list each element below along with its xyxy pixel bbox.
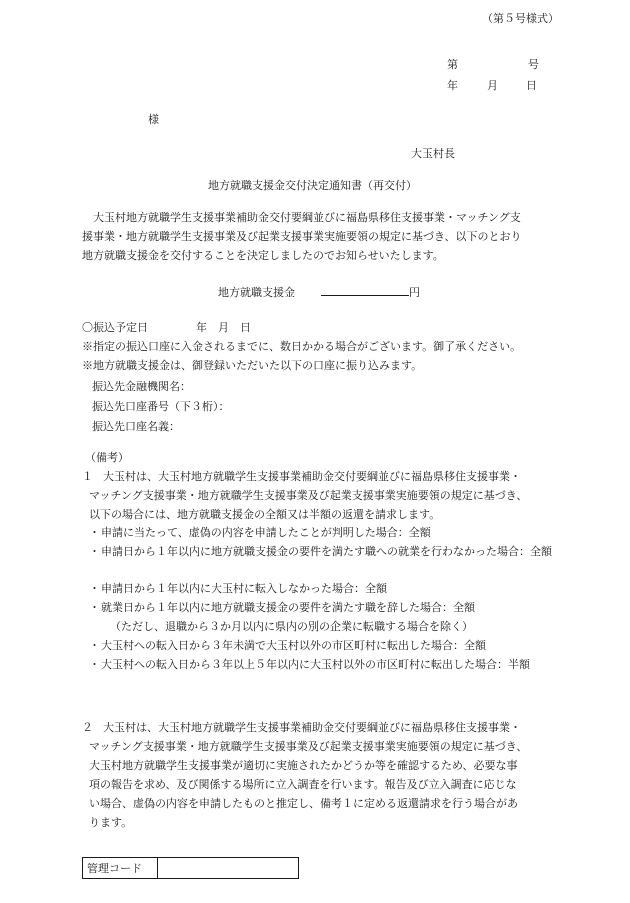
- bullet-mark: ・: [89, 639, 100, 652]
- remark-bullet-text: 就業日から１年以内に地方就職支援金の要件を満たす職を辞した場合：全額: [101, 601, 475, 614]
- date-day: 日: [526, 79, 537, 92]
- remark-bullet: [89, 636, 559, 656]
- document-title: 地方就職支援金交付決定通知書（再交付）: [208, 179, 417, 192]
- remark-sub-note: （ただし、退職から３か月以内に県内の別の企業に転職する場合を除く）: [110, 620, 473, 633]
- remarks-item2-line-2: マッチング支援事業・地方就職学生支援事業及び起業支援事業実施要領の規定に基づき、: [89, 740, 528, 753]
- bullet-mark: ・: [89, 526, 100, 539]
- intro-line-1: 大玉村地方就職学生支援事業補助金交付要綱並びに福島県移住支援事業・マッチング支: [93, 211, 521, 224]
- remarks-item1-line-3: 以下の場合には、地方就職支援金の全額又は半額の返還を請求します。: [89, 508, 441, 521]
- amount-blank-line: [321, 283, 409, 296]
- remark-bullet: [89, 542, 559, 562]
- remarks-item2-line-1: 大玉村は、大玉村地方就職学生支援事業補助金交付要綱並びに福島県移住支援事業・: [103, 721, 521, 734]
- intro-line-2: 援事業・地方就職学生支援事業及び起業支援事業実施要領の規定に基づき、以下のとおり: [82, 230, 522, 243]
- date-year: 年: [447, 79, 458, 92]
- bullet-mark: ・: [89, 545, 100, 558]
- form-number: （第５号様式）: [482, 12, 559, 25]
- doc-number-dai: 第: [447, 58, 458, 71]
- amount-row: [218, 283, 420, 302]
- bullet-mark: ・: [89, 658, 100, 671]
- remark-bullet: [89, 523, 559, 543]
- doc-number-go: 号: [528, 58, 539, 71]
- intro-line-3: 地方就職支援金を交付することを決定しましたのでお知らせいたします。: [82, 249, 444, 262]
- remark-bullet-text: 大玉村への転入日から３年未満で大玉村以外の市区町村に転出した場合：全額: [101, 639, 486, 652]
- remarks-item2-line-4: 項の報告を求め、及び関係する場所に立入調査を行います。報告及び立入調査に応じな: [89, 778, 517, 791]
- account-number-label: 振込先口座番号（下３桁）：: [92, 400, 230, 413]
- bullet-mark: ・: [89, 582, 100, 595]
- sender: 大玉村長: [411, 147, 455, 160]
- remark-bullet-text: 大玉村への転入日から３年以上５年以内に大玉村以外の市区町村に転出した場合：半額: [101, 658, 530, 671]
- remarks-item1-line-2: マッチング支援事業・地方就職学生支援事業及び起業支援事業実施要領の規定に基づき、: [89, 489, 528, 502]
- management-code-value: [158, 858, 299, 879]
- transfer-note-2: ※地方就職支援金は、御登録いただいた以下の口座に振り込みます。: [82, 359, 423, 372]
- management-code-label: 管理コード: [83, 858, 158, 879]
- transfer-note-1: ※指定の振込口座に入金されるまでに、数日かかる場合がございます。御了承ください。: [82, 340, 522, 353]
- remarks-item2-number: ２: [82, 721, 93, 734]
- scheduled-date-ymd: 年 月 日: [196, 321, 251, 334]
- amount-unit: 円: [409, 286, 420, 299]
- remarks-item1-number: １: [82, 470, 93, 483]
- management-code-table: [82, 857, 299, 879]
- remark-bullet: [89, 598, 559, 618]
- bank-label: 振込先金融機関名：: [92, 380, 191, 393]
- scheduled-date-label: 〇振込予定日: [82, 321, 148, 334]
- bullet-mark: ・: [89, 601, 100, 614]
- remark-bullet-text: 申請日から１年以内に大玉村に転入しなかった場合：全額: [101, 582, 387, 595]
- remarks-item2-line-3: 大玉村地方就職学生支援事業が適切に実施されたかどうか等を確認するため、必要な事: [89, 759, 518, 772]
- date-month: 月: [487, 79, 498, 92]
- amount-label: 地方就職支援金: [218, 286, 295, 299]
- remarks-item1-line-1: 大玉村は、大玉村地方就職学生支援事業補助金交付要綱並びに福島県移住支援事業・: [103, 470, 521, 483]
- remarks-header: （備考）: [85, 451, 129, 464]
- remark-bullet: [89, 579, 559, 599]
- account-name-label: 振込先口座名義：: [92, 420, 180, 433]
- remark-bullet: [89, 655, 559, 675]
- addressee-suffix: 様: [148, 113, 159, 126]
- remarks-item2-line-5: い場合、虚偽の内容を申請したものと推定し、備考１に定める返還請求を行う場合があ: [89, 797, 518, 810]
- remark-bullet-text: 申請日から１年以内に地方就職支援金の要件を満たす職への就業を行わなかった場合：全額: [101, 545, 552, 558]
- remarks-item2-line-6: ります。: [89, 816, 133, 829]
- remark-bullet-text: 申請に当たって、虚偽の内容を申請したことが判明した場合：全額: [101, 526, 431, 539]
